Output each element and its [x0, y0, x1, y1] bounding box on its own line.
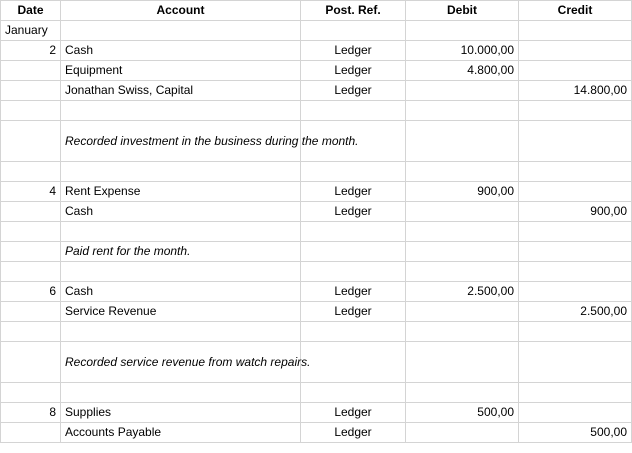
header-row	[1, 1, 632, 21]
post-ref-cell[interactable]: Ledger	[301, 61, 406, 81]
debit-cell[interactable]: 2.500,00	[406, 282, 519, 302]
cell[interactable]	[301, 101, 406, 121]
cell[interactable]	[406, 121, 519, 162]
blank-row	[1, 101, 632, 121]
cell[interactable]	[301, 242, 406, 262]
month-row	[1, 21, 632, 41]
cell[interactable]	[1, 302, 61, 322]
account-cell[interactable]: Equipment	[61, 61, 301, 81]
debit-cell[interactable]: 4.800,00	[406, 61, 519, 81]
blank-row	[1, 222, 632, 242]
cell[interactable]	[519, 21, 632, 41]
cell[interactable]	[406, 242, 519, 262]
post-ref-cell[interactable]: Ledger	[301, 302, 406, 322]
account-cell[interactable]: Cash	[61, 41, 301, 61]
cell[interactable]	[406, 101, 519, 121]
cell[interactable]	[519, 262, 632, 282]
cell[interactable]	[406, 162, 519, 182]
account-cell[interactable]: Jonathan Swiss, Capital	[61, 81, 301, 101]
cell[interactable]	[61, 101, 301, 121]
credit-cell[interactable]: 14.800,00	[519, 81, 632, 101]
journal-line	[1, 403, 632, 423]
cell[interactable]	[519, 101, 632, 121]
cell[interactable]	[519, 222, 632, 242]
note-row	[1, 242, 632, 262]
debit-cell[interactable]: 10.000,00	[406, 41, 519, 61]
journal-line	[1, 182, 632, 202]
cell[interactable]	[406, 262, 519, 282]
post-ref-cell[interactable]: Ledger	[301, 403, 406, 423]
cell[interactable]	[1, 383, 61, 403]
credit-cell[interactable]	[519, 182, 632, 202]
cell[interactable]	[519, 121, 632, 162]
entry-day[interactable]: 2	[1, 41, 61, 61]
cell[interactable]	[1, 81, 61, 101]
account-cell[interactable]: Cash	[61, 282, 301, 302]
journal-line	[1, 202, 632, 222]
cell[interactable]	[61, 162, 301, 182]
header-post-ref: Post. Ref.	[301, 1, 406, 21]
journal-line	[1, 81, 632, 101]
entry-description[interactable]: Recorded investment in the business during the month.	[61, 121, 301, 162]
journal-line	[1, 61, 632, 81]
cell[interactable]	[406, 21, 519, 41]
cell[interactable]	[301, 322, 406, 342]
blank-row	[1, 162, 632, 182]
cell[interactable]	[1, 61, 61, 81]
debit-cell[interactable]: 500,00	[406, 403, 519, 423]
entry-description[interactable]: Recorded service revenue from watch repairs.	[61, 342, 301, 383]
post-ref-cell[interactable]: Ledger	[301, 41, 406, 61]
note-row	[1, 342, 632, 383]
journal-line	[1, 41, 632, 61]
cell[interactable]	[1, 222, 61, 242]
cell[interactable]	[519, 342, 632, 383]
cell[interactable]	[519, 162, 632, 182]
header-credit: Credit	[519, 1, 632, 21]
credit-cell[interactable]: 2.500,00	[519, 302, 632, 322]
header-date: Date	[1, 1, 61, 21]
cell[interactable]	[301, 21, 406, 41]
cell[interactable]	[519, 322, 632, 342]
account-cell[interactable]: Accounts Payable	[61, 423, 301, 443]
credit-cell[interactable]: 900,00	[519, 202, 632, 222]
cell[interactable]	[1, 322, 61, 342]
header-account: Account	[61, 1, 301, 21]
cell[interactable]	[61, 322, 301, 342]
debit-cell[interactable]	[406, 423, 519, 443]
debit-cell[interactable]	[406, 302, 519, 322]
post-ref-cell[interactable]: Ledger	[301, 81, 406, 101]
account-cell[interactable]: Rent Expense	[61, 182, 301, 202]
note-row	[1, 121, 632, 162]
entry-day[interactable]: 8	[1, 403, 61, 423]
cell[interactable]	[1, 342, 61, 383]
debit-cell[interactable]	[406, 81, 519, 101]
account-cell[interactable]: Supplies	[61, 403, 301, 423]
cell[interactable]	[61, 262, 301, 282]
post-ref-cell[interactable]: Ledger	[301, 182, 406, 202]
cell[interactable]	[406, 342, 519, 383]
account-cell[interactable]: Service Revenue	[61, 302, 301, 322]
cell[interactable]	[1, 202, 61, 222]
account-cell[interactable]: Cash	[61, 202, 301, 222]
cell[interactable]	[301, 162, 406, 182]
month-label[interactable]: January	[1, 21, 61, 41]
cell[interactable]	[406, 383, 519, 403]
credit-cell[interactable]: 500,00	[519, 423, 632, 443]
post-ref-cell[interactable]: Ledger	[301, 423, 406, 443]
journal-line	[1, 423, 632, 443]
cell[interactable]	[1, 242, 61, 262]
entry-day[interactable]: 4	[1, 182, 61, 202]
cell[interactable]	[1, 121, 61, 162]
blank-row	[1, 322, 632, 342]
post-ref-cell[interactable]: Ledger	[301, 282, 406, 302]
cell[interactable]	[406, 322, 519, 342]
cell[interactable]	[519, 242, 632, 262]
cell[interactable]	[301, 222, 406, 242]
blank-row	[1, 383, 632, 403]
credit-cell[interactable]	[519, 61, 632, 81]
credit-cell[interactable]	[519, 403, 632, 423]
cell[interactable]	[1, 101, 61, 121]
debit-cell[interactable]	[406, 202, 519, 222]
cell[interactable]	[1, 262, 61, 282]
cell[interactable]	[1, 162, 61, 182]
post-ref-cell[interactable]: Ledger	[301, 202, 406, 222]
debit-cell[interactable]: 900,00	[406, 182, 519, 202]
cell[interactable]	[519, 383, 632, 403]
header-debit: Debit	[406, 1, 519, 21]
cell[interactable]	[301, 383, 406, 403]
credit-cell[interactable]	[519, 41, 632, 61]
cell[interactable]	[406, 222, 519, 242]
credit-cell[interactable]	[519, 282, 632, 302]
cell[interactable]	[61, 21, 301, 41]
cell[interactable]	[61, 222, 301, 242]
blank-row	[1, 262, 632, 282]
journal-line	[1, 302, 632, 322]
journal-line	[1, 282, 632, 302]
cell[interactable]	[61, 383, 301, 403]
entry-description[interactable]: Paid rent for the month.	[61, 242, 301, 262]
cell[interactable]	[301, 342, 406, 383]
entry-day[interactable]: 6	[1, 282, 61, 302]
cell[interactable]	[1, 423, 61, 443]
cell[interactable]	[301, 262, 406, 282]
